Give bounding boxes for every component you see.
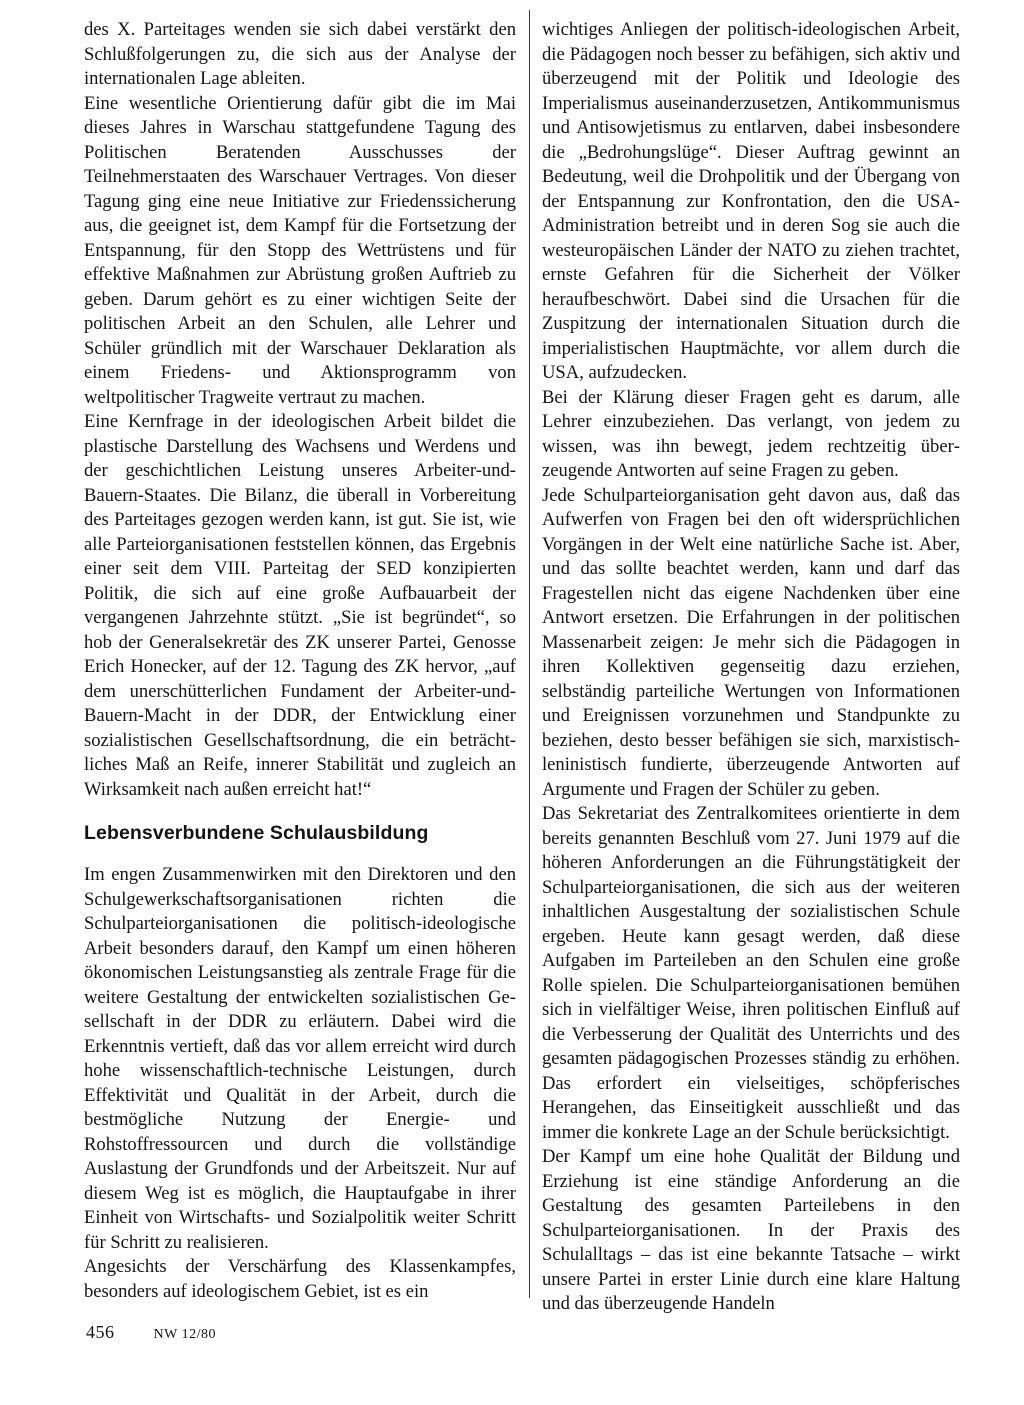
page-number: 456: [86, 1322, 115, 1342]
paragraph: Bei der Klärung dieser Fragen geht es darum, alle Lehrer einzubeziehen. Das verlangt, von jedem zu wissen, was ihn bewegt, jedem rechtzeitig überzeugende Antworten auf seine Fragen zu geben.: [542, 386, 960, 481]
paragraph: Das Sekretariat des Zentralkomitees orientierte in dem bereits genannten Beschluß vom 27. Juni 1979 auf die höheren Anforderungen an die Führungstätigkeit der Schulparteiorganisationen, die sich aus der weiteren inhaltlichen Ausgestaltung der sozialistischen Schule ergeben. Heute kann gesagt werden, daß diese Aufgaben im Parteileben an den Schulen eine große Rolle spielen. Die Schulparteiorganisationen bemühen sich in vielfältiger Weise, ihren politischen Einfluß auf die Verbesserung der Qualität des Unterrichts und des gesamten pädagogischen Prozesses ständig zu erhöhen. Das erfordert ein vielseitiges, schöpferisches Herangehen, das Einseitigkeit ausschließt und das immer die konkrete Lage an der Schule berücksichtigt.: [542, 803, 960, 1143]
paragraph: Eine Kernfrage in der ideologischen Arbeit bildet die plastische Darstellung des Wachsens und Werdens und der geschichtlichen Leistung unseres Arbeiter-und-Bauern-Staates. Die Bilanz, die überall in Vorbereitung des Parteitages gezogen werden kann, ist gut. Sie ist, wie alle Parteiorganisationen feststellen können, das Ergebnis einer seit dem VIII. Parteitag der SED konzipierten Politik, die sich auf eine große Aufbauarbeit der vergangenen Jahrzehnte stützt. „Sie ist begründet“, so hob der Generalsekretär des ZK unserer Partei, Genosse Erich Honecker, auf der 12. Tagung des ZK hervor, „auf dem unerschütterlichen Fundament der Arbeiter-und-Bauern-Macht in der DDR, der Entwicklung einer sozialistischen Gesellschaftsordnung, die ein beträchtliches Maß an Reife, innerer Stabilität und zugleich an Wirksamkeit nach außen erreicht hat!“: [84, 411, 516, 800]
paragraph: Eine wesentliche Orientierung dafür gibt die im Mai dieses Jahres in Warschau stattgefundene Tagung des Politischen Beratenden Ausschusses der Teilnehmerstaaten des Warschauer Vertrages. Von dieser Tagung ging eine neue Initiative zur Friedenssicherung aus, die geeignet ist, dem Kampf für die Fortsetzung der Entspannung, für den Stopp des Wettrüstens und für effektive Maßnahmen zur Abrüstung großen Auftrieb zu geben. Darum gehört es zu einer wichtigen Seite der politischen Arbeit an den Schulen, alle Lehrer und Schüler gründlich mit der Warschauer Deklaration als einem Friedens- und Aktionsprogramm von weltpolitischer Tragweite vertraut zu machen.: [84, 92, 516, 408]
right-column: [542, 18, 960, 1317]
left-column: [84, 18, 516, 1304]
paragraph: Jede Schulparteiorganisation geht davon aus, daß das Aufwerfen von Fragen bei den oft widersprüchlichen Vorgängen in der Welt eine natürliche Sache ist. Aber, und das sollte beachtet werden, kann und darf das Fragestellen nicht das eigene Nachdenken über eine Antwort ersetzen. Die Erfahrungen in der politischen Massenarbeit zeigen: Je mehr sich die Pädagogen in ihren Kollektiven gegenseitig dazu erziehen, selbständig parteiliche Wertungen von Informationen und Ereignissen vorzunehmen und Standpunkte zu beziehen, desto besser befähigen sie sich, marxistisch-leninistisch fundierte, überzeugende Antworten auf Argumente und Fragen der Schüler zu geben.: [542, 484, 960, 800]
paragraph: Angesichts der Verschärfung des Klassenkampfes, besonders auf ideologischem Gebiet, ist es ein: [84, 1256, 516, 1302]
paragraph: des X. Parteitages wenden sie sich dabei verstärkt den Schlußfolgerungen zu, die sich aus der Analyse der internationalen Lage ableiten.: [84, 19, 516, 89]
paragraph: Im engen Zusammenwirken mit den Direktoren und den Schulgewerkschaftsorganisationen richten die Schulparteiorganisationen die politisch-ideologische Arbeit besonders darauf, den Kampf um einen höheren ökonomischen Leistungsanstieg als zentrale Frage für die weitere Gestaltung der entwickelten sozialistischen Gesellschaft in der DDR zu erläutern. Dabei wird die Erkenntnis vertieft, daß das vor allem erreicht wird durch hohe wissenschaftlich-technische Leistungen, durch Effektivität und Qualität in der Arbeit, durch die bestmögliche Nutzung der Energie- und Rohstoffressourcen und durch die vollständige Auslastung der Grundfonds und der Arbeitszeit. Nur auf diesem Weg ist es möglich, die Hauptaufgabe in ihrer Einheit von Wirtschafts- und Sozialpolitik weiter Schritt für Schritt zu realisieren.: [84, 864, 516, 1253]
paragraph: wichtiges Anliegen der politisch-ideologischen Arbeit, die Pädagogen noch besser zu befähigen, sich aktiv und überzeugend mit der Politik und Ideologie des Imperialismus auseinanderzusetzen, Antikommunismus und Antisowjetismus zu entlarven, dabei insbesondere die „Bedrohungslüge“. Dieser Auftrag gewinnt an Bedeutung, weil die Drohpolitik und der Übergang von der Entspannung zur Konfrontation, den die USA-Administration betreibt und in deren Sog sie auch die westeuropäischen Länder der NATO zu ziehen trachtet, ernste Gefahren für die Sicherheit der Völker heraufbeschwört. Dabei sind die Ursachen für die Zuspitzung der internationalen Situation durch die imperialistischen Hauptmächte, vor allem durch die USA, aufzudecken.: [542, 19, 960, 383]
page-footer: [86, 1322, 216, 1343]
section-heading: Lebensverbundene Schulausbildung: [84, 822, 429, 844]
issue-label: NW 12/80: [153, 1327, 216, 1342]
paragraph: Der Kampf um eine hohe Qualität der Bildung und Erziehung ist eine ständige Anforderung an die Gestaltung des gesamten Parteilebens in den Schulparteiorganisationen. In der Praxis des Schulalltags – das ist eine bekannte Tatsache – wirkt unsere Partei in erster Linie durch eine klare Haltung und das überzeugende Handeln: [542, 1146, 960, 1314]
column-divider: [529, 10, 530, 1298]
